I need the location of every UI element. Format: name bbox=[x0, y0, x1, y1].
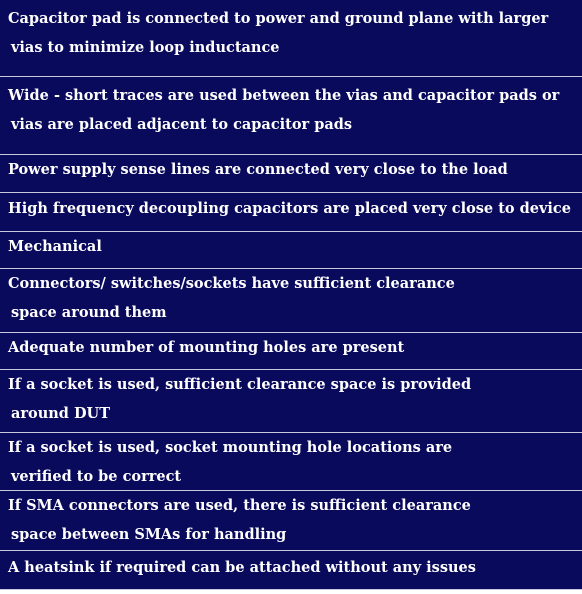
checklist-row bbox=[0, 432, 582, 490]
row-text-line: A heatsink if required can be attached without any issues bbox=[8, 559, 476, 576]
row-text-line: Mechanical bbox=[8, 238, 102, 255]
row-text-line: space around them bbox=[11, 304, 167, 321]
row-text-line: vias are placed adjacent to capacitor pads bbox=[11, 116, 353, 133]
row-text-line: Power supply sense lines are connected very close to the load bbox=[8, 161, 508, 178]
checklist-row bbox=[0, 4, 582, 76]
checklist-row bbox=[0, 332, 582, 369]
row-text-line: High frequency decoupling capacitors are placed very close to device bbox=[8, 200, 571, 217]
page-margin bbox=[0, 590, 582, 594]
row-text-line: If a socket is used, socket mounting hole locations are bbox=[8, 439, 453, 456]
checklist-row bbox=[0, 550, 582, 589]
row-text-line: If SMA connectors are used, there is sufficient clearance bbox=[8, 497, 471, 514]
checklist-row bbox=[0, 268, 582, 332]
row-text-line: Wide - short traces are used between the vias and capacitor pads or bbox=[8, 87, 560, 104]
row-text-line: If a socket is used, sufficient clearance space is provided bbox=[8, 376, 472, 393]
checklist-row bbox=[0, 369, 582, 432]
checklist-row bbox=[0, 192, 582, 231]
row-text-line: Adequate number of mounting holes are present bbox=[8, 339, 405, 356]
checklist-row bbox=[0, 490, 582, 550]
checklist-row bbox=[0, 76, 582, 154]
row-text-line: vias to minimize loop inductance bbox=[11, 39, 280, 56]
row-text-line: around DUT bbox=[11, 405, 110, 422]
row-text-line: Connectors/ switches/sockets have sufficient clearance bbox=[8, 275, 455, 292]
row-text-line: Capacitor pad is connected to power and ground plane with larger bbox=[8, 10, 549, 27]
checklist-row bbox=[0, 154, 582, 192]
checklist-row bbox=[0, 231, 582, 268]
row-text-line: space between SMAs for handling bbox=[11, 526, 287, 543]
row-text-line: verified to be correct bbox=[11, 468, 182, 485]
